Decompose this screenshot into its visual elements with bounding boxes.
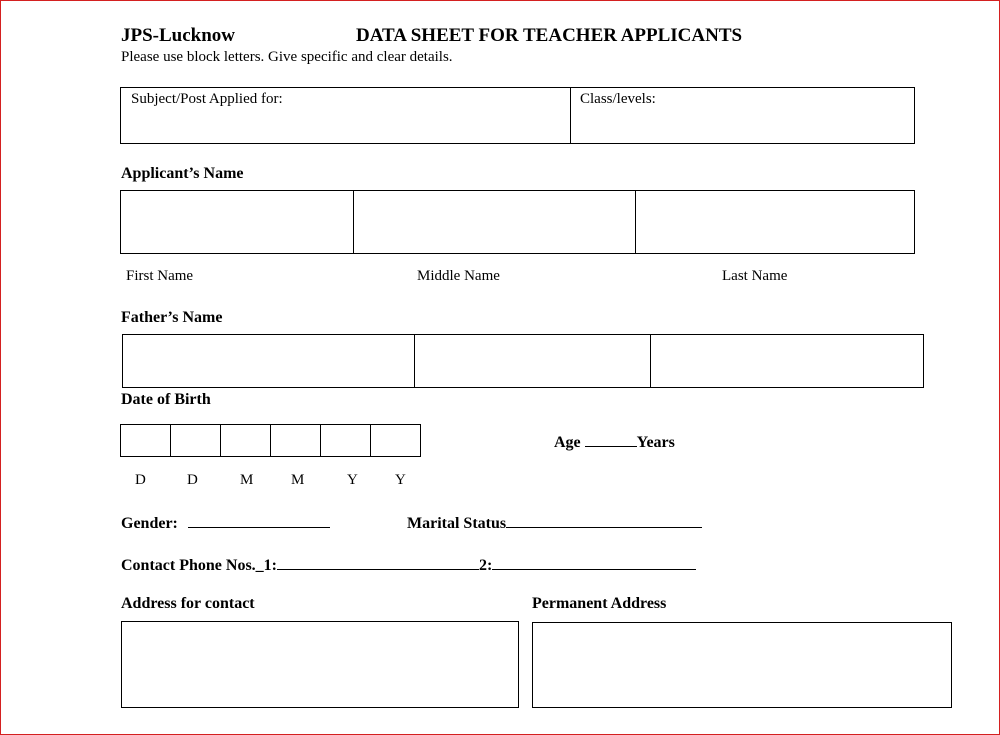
dob-letter: M bbox=[291, 472, 305, 488]
gender-label: Gender: bbox=[121, 515, 178, 532]
contact-address-field[interactable] bbox=[121, 621, 519, 708]
marital-row bbox=[407, 513, 702, 533]
father-last-name-field[interactable] bbox=[650, 334, 924, 388]
age-row bbox=[554, 432, 675, 452]
dob-cell-month-2[interactable] bbox=[270, 424, 321, 457]
dob-cell-year-1[interactable] bbox=[320, 424, 371, 457]
class-levels-field[interactable] bbox=[570, 87, 915, 144]
dob-cell-day-2[interactable] bbox=[170, 424, 221, 457]
dob-letter: Y bbox=[347, 472, 358, 488]
first-name-caption: First Name bbox=[126, 268, 194, 284]
applicant-name-heading: Applicant’s Name bbox=[121, 165, 244, 182]
subject-post-field[interactable] bbox=[120, 87, 571, 144]
contact-row bbox=[121, 555, 696, 575]
class-levels-label: Class/levels: bbox=[580, 91, 656, 107]
dob-letter: M bbox=[240, 472, 254, 488]
father-name-heading: Father’s Name bbox=[121, 309, 223, 326]
middle-name-caption: Middle Name bbox=[417, 268, 500, 284]
father-middle-name-field[interactable] bbox=[414, 334, 651, 388]
subject-post-label: Subject/Post Applied for: bbox=[131, 91, 283, 107]
father-first-name-field[interactable] bbox=[122, 334, 415, 388]
marital-status-input-line[interactable] bbox=[506, 513, 702, 528]
dob-cell-month-1[interactable] bbox=[220, 424, 271, 457]
age-label: Age bbox=[554, 434, 581, 451]
dob-letter: Y bbox=[395, 472, 406, 488]
dob-letter: D bbox=[187, 472, 198, 488]
dob-letter: D bbox=[135, 472, 146, 488]
contact-address-label: Address for contact bbox=[121, 595, 255, 612]
school-name: JPS-Lucknow bbox=[121, 25, 236, 46]
phone-2-input-line[interactable] bbox=[492, 555, 696, 570]
last-name-caption: Last Name bbox=[722, 268, 788, 284]
applicant-middle-name-field[interactable] bbox=[353, 190, 636, 254]
phone-2-label: 2: bbox=[479, 557, 493, 574]
gender-row bbox=[121, 513, 330, 533]
age-unit: Years bbox=[636, 434, 675, 451]
dob-cell-day-1[interactable] bbox=[120, 424, 171, 457]
applicant-last-name-field[interactable] bbox=[635, 190, 915, 254]
dob-heading: Date of Birth bbox=[121, 391, 211, 408]
gender-input-line[interactable] bbox=[188, 513, 330, 528]
form-title: DATA SHEET FOR TEACHER APPLICANTS bbox=[356, 25, 743, 46]
dob-cell-year-2[interactable] bbox=[370, 424, 421, 457]
phone-1-input-line[interactable] bbox=[277, 555, 479, 570]
marital-status-label: Marital Status bbox=[407, 515, 507, 532]
permanent-address-label: Permanent Address bbox=[532, 595, 667, 612]
instruction-text: Please use block letters. Give specific and clear details. bbox=[121, 49, 453, 65]
permanent-address-field[interactable] bbox=[532, 622, 952, 708]
contact-phone-label: Contact Phone Nos._1: bbox=[121, 557, 277, 574]
age-input-line[interactable] bbox=[585, 432, 637, 447]
applicant-first-name-field[interactable] bbox=[120, 190, 354, 254]
